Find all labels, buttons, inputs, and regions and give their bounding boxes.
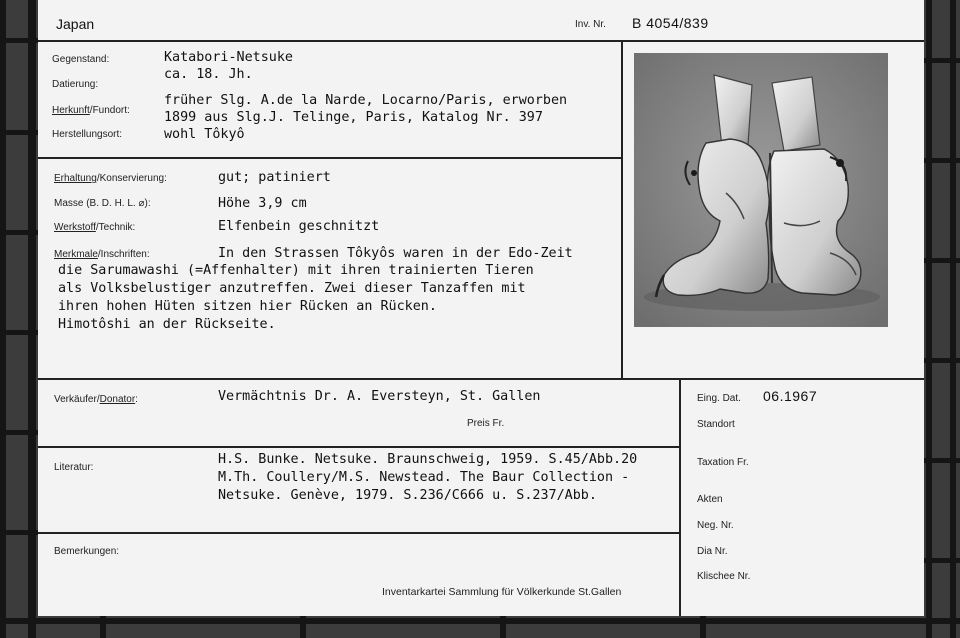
- datierung-value: ca. 18. Jh.: [164, 67, 253, 82]
- netsuke-photo: [634, 53, 888, 327]
- werkstoff-label-main: Werkstoff: [54, 222, 96, 233]
- herstellungsort-value: wohl Tôkyô: [164, 127, 245, 142]
- werkstoff-value: Elfenbein geschnitzt: [218, 219, 380, 234]
- herstellungsort-label: Herstellungsort:: [52, 129, 123, 140]
- verkaeufer-label-colon: :: [135, 394, 138, 405]
- merkmale-line-5: Himotôshi an der Rückseite.: [58, 317, 276, 332]
- herkunft-label-main: Herkunft: [52, 105, 90, 116]
- herkunft-label: [52, 105, 130, 116]
- inventory-card: [38, 0, 924, 616]
- gegenstand-value: Katabori-Netsuke: [164, 50, 293, 65]
- country-label: Japan: [56, 16, 95, 32]
- taxation-label: Taxation Fr.: [697, 457, 749, 468]
- verkaeufer-label: [54, 394, 138, 405]
- erhaltung-value: gut; patiniert: [218, 170, 331, 185]
- dia-nr-label: Dia Nr.: [697, 546, 728, 557]
- neg-nr-label: Neg. Nr.: [697, 520, 734, 531]
- gegenstand-label: Gegenstand:: [52, 54, 110, 65]
- preis-label: Preis Fr.: [467, 418, 505, 429]
- klischee-nr-label: Klischee Nr.: [697, 571, 751, 582]
- herkunft-label-rest: /Fundort:: [89, 105, 130, 116]
- akten-label: Akten: [697, 494, 723, 505]
- masse-value: Höhe 3,9 cm: [218, 196, 307, 211]
- literatur-line-1: H.S. Bunke. Netsuke. Braunschweig, 1959. S.45/Abb.20: [218, 452, 638, 467]
- herkunft-line-1: früher Slg. A.de la Narde, Locarno/Paris, erworben: [164, 93, 568, 108]
- divider: [38, 378, 924, 380]
- werkstoff-label-rest: /Technik:: [95, 222, 136, 233]
- verkaeufer-label-sep: /: [96, 394, 100, 405]
- werkstoff-label: [54, 222, 135, 233]
- literatur-line-3: Netsuke. Genève, 1979. S.236/C666 u. S.237/Abb.: [218, 488, 597, 503]
- divider: [38, 157, 622, 159]
- donator-label: Donator: [99, 394, 136, 405]
- merkmale-label: [54, 249, 150, 260]
- divider: [679, 378, 681, 616]
- divider: [621, 40, 623, 378]
- verkaeufer-value: Vermächtnis Dr. A. Eversteyn, St. Gallen: [218, 389, 541, 404]
- card-footer: Inventarkartei Sammlung für Völkerkunde St.Gallen: [382, 586, 622, 598]
- masse-label: Masse (B. D. H. L. ⌀):: [54, 198, 151, 209]
- eing-dat-label: Eing. Dat.: [697, 393, 741, 404]
- merkmale-line-2: die Sarumawashi (=Affenhalter) mit ihren trainierten Tieren: [58, 263, 534, 278]
- erhaltung-label-main: Erhaltung: [54, 173, 97, 184]
- divider: [38, 532, 680, 534]
- standort-label: Standort: [697, 419, 735, 430]
- erhaltung-label: [54, 173, 167, 184]
- datierung-label: Datierung:: [52, 79, 99, 90]
- literatur-line-2: M.Th. Coullery/M.S. Newstead. The Baur Collection -: [218, 470, 630, 485]
- inv-label: Inv. Nr.: [575, 19, 606, 30]
- merkmale-label-rest: /Inschriften:: [97, 249, 150, 260]
- erhaltung-label-rest: /Konservierung:: [96, 173, 167, 184]
- bemerkungen-label: Bemerkungen:: [54, 546, 120, 557]
- divider: [38, 40, 924, 42]
- verkaeufer-label-main: Verkäufer: [54, 394, 97, 405]
- divider: [38, 446, 680, 448]
- literatur-label: Literatur:: [54, 462, 94, 473]
- merkmale-line-3: als Volksbelustiger anzutreffen. Zwei dieser Tanzaffen mit: [58, 281, 526, 296]
- herkunft-line-2: 1899 aus Slg.J. Telinge, Paris, Katalog Nr. 397: [164, 110, 543, 125]
- merkmale-line-4: ihren hohen Hüten sitzen hier Rücken an Rücken.: [58, 299, 437, 314]
- eing-dat-value: 06.1967: [763, 388, 818, 404]
- inv-number: B 4054/839: [632, 15, 709, 31]
- merkmale-line-1: In den Strassen Tôkyôs waren in der Edo-Zeit: [218, 246, 573, 261]
- merkmale-label-main: Merkmale: [54, 249, 98, 260]
